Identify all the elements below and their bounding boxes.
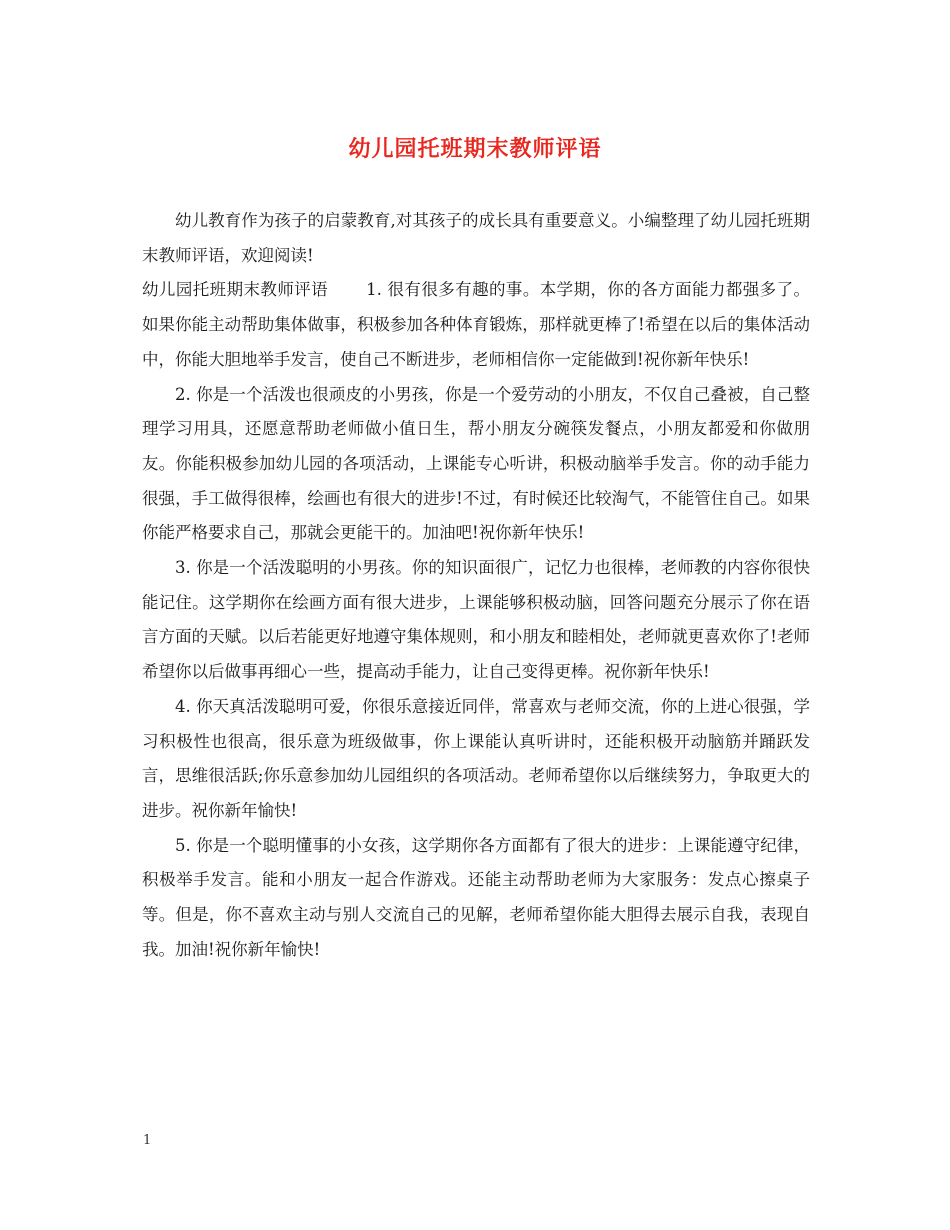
document-body [142, 204, 810, 967]
comment-paragraph-4: 4. 你天真活泼聪明可爱，你很乐意接近同伴，常喜欢与老师交流，你的上进心很强，学习积极性也很高，很乐意为班级做事，你上课能认真听讲时，还能积极开动脑筋并踊跃发言，思维很活跃;你乐意参加幼儿园组织的各项活动。老师希望你以后继续努力，争取更大的进步。祝你新年愉快! [142, 696, 810, 820]
page-number: 1 [143, 1133, 152, 1148]
document-title: 幼儿园托班期末教师评语 [348, 136, 602, 162]
section-heading: 幼儿园托班期末教师评语 [142, 280, 329, 300]
comment-paragraph-2: 2. 你是一个活泼也很顽皮的小男孩，你是一个爱劳动的小朋友，不仅自己叠被，自己整理学习用具，还愿意帮助老师做小值日生，帮小朋友分碗筷发餐点，小朋友都爱和你做朋友。你能积极参加幼儿园的各项活动，上课能专心听讲，积极动脑举手发言。你的动手能力很强，手工做得很棒，绘画也有很大的进步!不过，有时候还比较淘气，不能管住自己。如果你能严格要求自己，那就会更能干的。加油吧!祝你新年快乐! [142, 384, 810, 543]
comment-paragraph-3: 3. 你是一个活泼聪明的小男孩。你的知识面很广，记忆力也很棒，老师教的内容你很快能记住。这学期你在绘画方面有很大进步，上课能够积极动脑，回答问题充分展示了你在语言方面的天赋。以后若能更好地遵守集体规则，和小朋友和睦相处，老师就更喜欢你了!老师希望你以后做事再细心一些，提高动手能力，让自己变得更棒。祝你新年快乐! [142, 558, 810, 682]
comment-text-1: 1. 很有很多有趣的事。本学期，你的各方面能力都强多了。如果你能主动帮助集体做事，积极参加各种体育锻炼，那样就更棒了!希望在以后的集体活动中，你能大胆地举手发言，使自己不断进步，老师相信你一定能做到!祝你新年快乐! [142, 280, 810, 369]
comment-paragraph-1 [142, 273, 810, 377]
comment-paragraph-5: 5. 你是一个聪明懂事的小女孩，这学期你各方面都有了很大的进步：上课能遵守纪律，积极举手发言。能和小朋友一起合作游戏。还能主动帮助老师为大家服务：发点心擦桌子等。但是，你不喜欢主动与别人交流自己的见解，老师希望你能大胆得去展示自我，表现自我。加油!祝你新年愉快! [142, 835, 810, 959]
intro-paragraph: 幼儿教育作为孩子的启蒙教育,对其孩子的成长具有重要意义。小编整理了幼儿园托班期末教师评语，欢迎阅读! [142, 211, 810, 265]
